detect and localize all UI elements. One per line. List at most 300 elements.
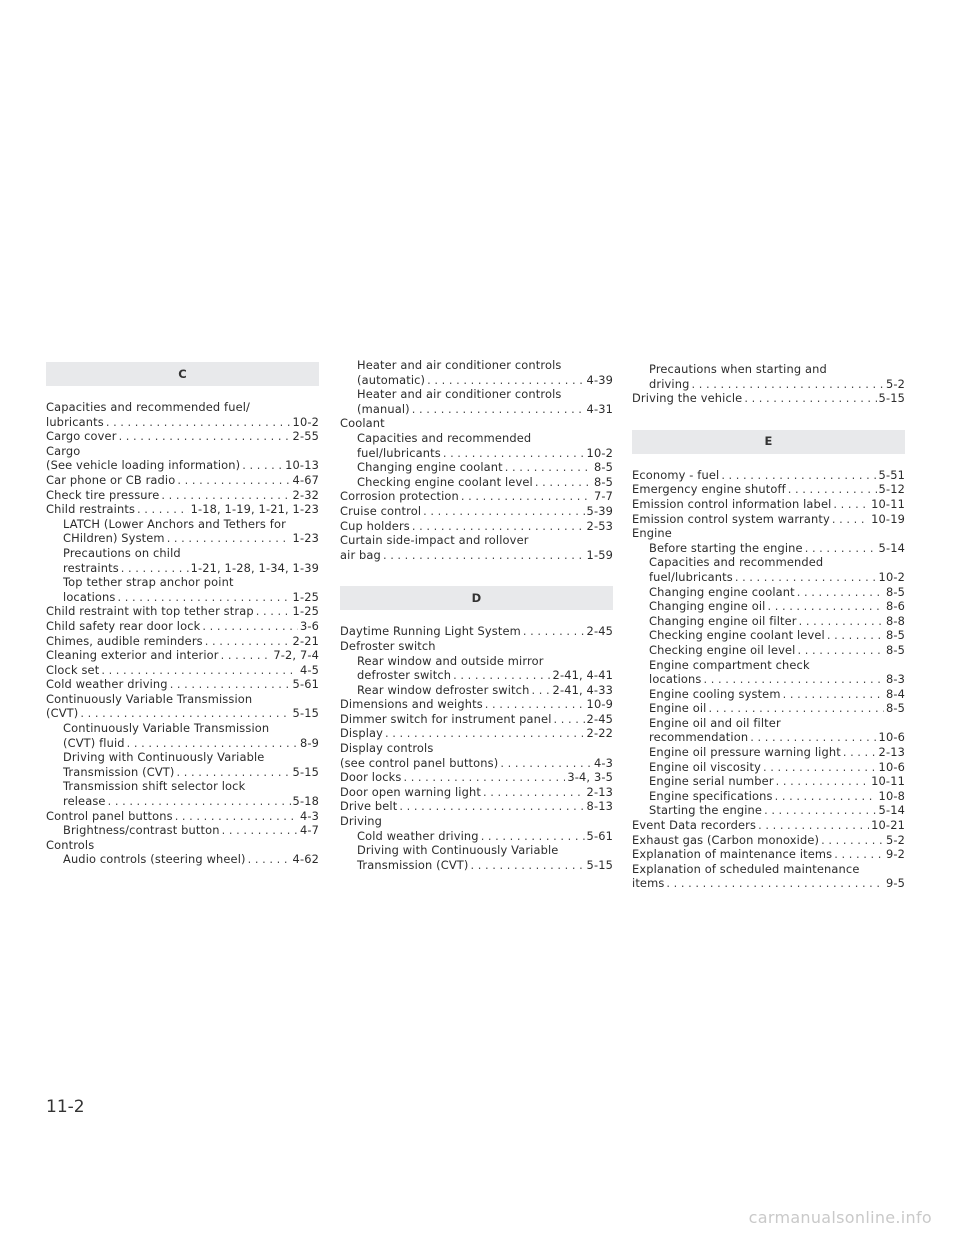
index-entry-label: Engine specifications (649, 788, 773, 803)
index-entry[interactable] (632, 628, 905, 643)
index-entry[interactable] (632, 760, 905, 775)
index-entry-label: recommendation (649, 730, 749, 745)
spacer (46, 386, 319, 400)
index-column-1 (46, 362, 319, 867)
index-entry[interactable] (46, 604, 319, 619)
dot-leader (821, 833, 884, 848)
index-entry-page: 8-5 (593, 474, 613, 489)
index-entry-page: 2-45 (586, 624, 613, 639)
index-entry-page: 9-2 (885, 847, 905, 862)
index-entry-page: 8-5 (885, 584, 905, 599)
index-entry-page: 5-61 (586, 828, 613, 843)
index-entry[interactable] (632, 643, 905, 658)
index-entry-label: (see control panel buttons) (340, 755, 499, 770)
index-entry[interactable] (46, 429, 319, 444)
dot-leader (764, 803, 876, 818)
index-subheading: Precautions on child (63, 545, 181, 560)
index-entry[interactable] (46, 706, 319, 721)
index-entry[interactable] (46, 736, 319, 751)
index-entry[interactable] (632, 745, 905, 760)
index-entry-page: 1-23 (292, 531, 319, 546)
index-entry-page: 1-25 (292, 589, 319, 604)
dot-leader (708, 701, 883, 716)
index-entry[interactable] (340, 697, 613, 712)
index-entry-page: 2-32 (292, 487, 319, 502)
index-entry-page: 10-2 (878, 569, 905, 584)
index-entry-label: Car phone or CB radio (46, 472, 176, 487)
index-entry-label: Engine cooling system (649, 686, 781, 701)
index-entry-label: Cleaning exterior and interior (46, 648, 219, 663)
index-entry-label: Transmission (CVT) (63, 764, 175, 779)
index-subheading: Coolant (340, 416, 385, 431)
index-entry-page: 10-11 (871, 496, 905, 511)
index-entry[interactable] (632, 614, 905, 629)
index-entry[interactable] (632, 672, 905, 687)
index-entry-page: 5-2 (885, 832, 905, 847)
index-entry-page: 1-25 (292, 604, 319, 619)
index-entry-page: 8-5 (593, 460, 613, 475)
index-entry-label: CHildren) System (63, 531, 165, 546)
index-entry-page: 2-22 (586, 726, 613, 741)
index-subheading: Driving with Continuously Variable (63, 750, 265, 765)
index-entry[interactable] (632, 774, 905, 789)
dot-leader (385, 726, 585, 741)
index-entry-label: air bag (340, 547, 381, 562)
dot-leader (119, 429, 291, 444)
dot-leader (783, 687, 884, 702)
dot-leader (703, 672, 883, 687)
index-entry-page: 8-5 (885, 642, 905, 657)
index-subheading: Capacities and recommended (357, 430, 532, 445)
dot-leader (832, 512, 869, 527)
index-entry-label: Changing engine coolant (357, 460, 503, 475)
index-subheading: Capacities and recommended (649, 555, 824, 570)
index-entry-page: 4-31 (586, 401, 613, 416)
index-entry[interactable] (632, 377, 905, 392)
index-entry-label: restraints (63, 560, 119, 575)
index-entry-label: driving (649, 376, 690, 391)
dot-leader (797, 585, 884, 600)
index-subheading: Precautions when starting and (649, 362, 827, 376)
index-entry[interactable] (340, 475, 613, 490)
index-subheading: Heater and air conditioner controls (357, 387, 562, 402)
index-entry[interactable] (340, 770, 613, 785)
index-entry[interactable] (632, 391, 905, 406)
index-entry-label: Cargo cover (46, 429, 117, 444)
index-subheading: Explanation of scheduled maintenance (632, 861, 860, 876)
index-entry-page: 10-21 (871, 818, 905, 833)
index-entry-label: fuel/lubricants (357, 445, 441, 460)
index-subheading: Continuously Variable Transmission (46, 691, 253, 706)
index-entry[interactable] (632, 876, 905, 891)
index-entry-label: Control panel buttons (46, 808, 173, 823)
index-entry-page: 10-6 (878, 759, 905, 774)
index-entry-page: 2-21 (292, 633, 319, 648)
dot-leader (177, 473, 290, 488)
index-entry-label: Audio controls (steering wheel) (63, 852, 246, 867)
dot-leader (805, 541, 877, 556)
index-entry-label: Child restraints (46, 502, 136, 517)
index-entry[interactable] (340, 489, 613, 504)
index-entry-label: Clock set (46, 662, 100, 677)
dot-leader (108, 794, 291, 809)
dot-leader (758, 818, 869, 833)
letter-heading: C (46, 362, 319, 386)
index-entry-page: 10-2 (586, 445, 613, 460)
index-entry-page: 5-12 (878, 482, 905, 497)
index-subheading: Display controls (340, 741, 434, 756)
dot-leader (202, 619, 298, 634)
index-entry-page: 4-3 (299, 808, 319, 823)
dot-leader (170, 677, 291, 692)
dot-leader (161, 488, 290, 503)
index-entry[interactable] (632, 833, 905, 848)
index-entry-label: Child safety rear door lock (46, 618, 201, 633)
index-entry-label: Driving the vehicle (632, 391, 743, 406)
index-entry[interactable] (46, 415, 319, 430)
index-entry-page: 5-2 (885, 376, 905, 391)
index-entry-page: 5-14 (878, 540, 905, 555)
index-entry-label: Check tire pressure (46, 487, 160, 502)
dot-leader (453, 668, 550, 683)
index-entry[interactable] (46, 531, 319, 546)
dot-leader (500, 756, 592, 771)
index-entry-label: Engine serial number (649, 774, 774, 789)
index-entry[interactable] (46, 677, 319, 692)
index-entry-label: Changing engine oil (649, 599, 766, 614)
index-entry[interactable] (46, 561, 319, 576)
index-subheading: Cargo (46, 443, 81, 458)
dot-leader (834, 847, 884, 862)
dot-leader (750, 730, 876, 745)
index-entry-label: Door open warning light (340, 784, 481, 799)
index-entry-page: 10-6 (878, 730, 905, 745)
dot-leader (535, 475, 592, 490)
dot-leader (721, 468, 876, 483)
index-entry[interactable] (46, 765, 319, 780)
index-entry[interactable] (632, 599, 905, 614)
index-entry-page: 10-8 (878, 788, 905, 803)
dot-leader (175, 809, 298, 824)
index-subheading: LATCH (Lower Anchors and Tethers for (63, 516, 286, 531)
dot-leader (833, 497, 869, 512)
dot-leader (735, 570, 877, 585)
index-entry-label: Checking engine coolant level (649, 628, 825, 643)
dot-leader (167, 531, 291, 546)
index-entry-label: Cruise control (340, 503, 422, 518)
index-entry-label: release (63, 794, 106, 809)
index-entry-page: 2-13 (586, 784, 613, 799)
index-entry-page: 5-15 (292, 764, 319, 779)
dot-leader (691, 377, 883, 392)
index-entry-page: 5-15 (586, 857, 613, 872)
index-subheading: Curtain side-impact and rollover (340, 533, 529, 548)
dot-leader (505, 460, 592, 475)
dot-leader (843, 745, 877, 760)
spacer (340, 610, 613, 624)
index-column-3 (632, 362, 905, 891)
index-entry-page: 7-2, 7-4 (273, 648, 319, 663)
index-entry[interactable] (340, 799, 613, 814)
index-entry-label: Transmission (CVT) (357, 857, 469, 872)
index-entry[interactable] (632, 468, 905, 483)
index-entry[interactable] (632, 687, 905, 702)
dot-leader (412, 519, 585, 534)
index-entry[interactable] (340, 446, 613, 461)
dot-leader (248, 852, 291, 867)
index-entry-page: 4-5 (299, 662, 319, 677)
index-entry[interactable] (632, 570, 905, 585)
dot-leader (106, 415, 291, 430)
index-entry-page: 3-6 (299, 618, 319, 633)
index-column-2 (340, 358, 613, 872)
index-entry-label: defroster switch (357, 668, 452, 683)
index-entry[interactable] (340, 829, 613, 844)
index-entry[interactable] (46, 663, 319, 678)
index-entry-label: Cold weather driving (357, 828, 479, 843)
index-entry[interactable] (632, 482, 905, 497)
index-entry-label: Exhaust gas (Carbon monoxide) (632, 832, 820, 847)
index-entry[interactable] (340, 460, 613, 475)
index-entry-page: 8-5 (885, 701, 905, 716)
index-entry[interactable] (632, 585, 905, 600)
index-entry[interactable] (632, 847, 905, 862)
dot-leader (776, 774, 869, 789)
index-entry-label: Dimensions and weights (340, 697, 483, 712)
index-entry[interactable] (46, 809, 319, 824)
index-entry[interactable] (340, 624, 613, 639)
index-subheading: Continuously Variable Transmission (63, 721, 270, 736)
index-subheading: Transmission shift selector lock (63, 779, 246, 794)
dot-leader (412, 402, 585, 417)
index-entry-page: 10-13 (285, 458, 319, 473)
index-entry-label: Economy - fuel (632, 467, 720, 482)
spacer (632, 406, 905, 430)
index-entry-page: 8-9 (299, 735, 319, 750)
dot-leader (523, 624, 585, 639)
dot-leader (775, 789, 877, 804)
index-entry[interactable] (340, 402, 613, 417)
dot-leader (443, 446, 585, 461)
index-entry-page: 2-45 (586, 711, 613, 726)
index-entry-label: Rear window defroster switch (357, 682, 530, 697)
index-entry-page: 8-6 (885, 599, 905, 614)
index-entry[interactable] (340, 683, 613, 698)
index-entry-page: 5-61 (292, 677, 319, 692)
index-subheading: Engine compartment check (649, 657, 810, 672)
index-entry-page: 1-59 (586, 547, 613, 562)
index-entry-page: 8-5 (885, 628, 905, 643)
dot-leader (788, 482, 877, 497)
index-entry-label: Child restraint with top tether strap (46, 604, 254, 619)
dot-leader (127, 736, 298, 751)
index-entry-label: (CVT) fluid (63, 735, 125, 750)
index-entry-page: 8-4 (885, 686, 905, 701)
index-entry-page: 10-19 (871, 511, 905, 526)
dot-leader (798, 643, 884, 658)
index-entry[interactable] (46, 590, 319, 605)
index-entry[interactable] (340, 785, 613, 800)
index-entry-label: Checking engine oil level (649, 642, 796, 657)
index-entry[interactable] (632, 512, 905, 527)
dot-leader (827, 628, 884, 643)
index-entry-page: 4-7 (299, 823, 319, 838)
index-entry-label: Before starting the engine (649, 540, 803, 555)
spacer (340, 562, 613, 586)
dot-leader (121, 561, 189, 576)
index-subheading: Heater and air conditioner controls (357, 358, 562, 372)
dot-leader (256, 604, 291, 619)
index-entry[interactable] (340, 858, 613, 873)
index-entry-page: 3-4, 3-5 (567, 770, 613, 785)
index-entry[interactable] (632, 701, 905, 716)
index-entry-page: 10-9 (586, 697, 613, 712)
dot-leader (242, 458, 283, 473)
index-entry-label: Brightness/contrast button (63, 823, 220, 838)
index-entry-label: fuel/lubricants (649, 569, 733, 584)
dot-leader (80, 706, 290, 721)
index-entry-label: locations (63, 589, 116, 604)
index-entry-label: (See vehicle loading information) (46, 458, 241, 473)
index-entry-label: Engine oil pressure warning light (649, 745, 841, 760)
index-entry[interactable] (46, 619, 319, 634)
index-entry-label: Daytime Running Light System (340, 624, 521, 639)
index-entry[interactable] (46, 852, 319, 867)
dot-leader (763, 760, 877, 775)
index-entry-page: 10-11 (871, 774, 905, 789)
dot-leader (177, 765, 291, 780)
index-entry-page: 2-55 (292, 429, 319, 444)
index-entry-page: 5-15 (878, 391, 905, 406)
index-entry-page: 5-18 (292, 794, 319, 809)
index-entry-page: 10-2 (292, 414, 319, 429)
index-entry-label: Emergency engine shutoff (632, 482, 786, 497)
index-entry-page: 2-53 (586, 518, 613, 533)
index-entry-page: 4-39 (586, 372, 613, 387)
index-entry[interactable] (340, 712, 613, 727)
index-entry-page: 2-13 (878, 745, 905, 760)
dot-leader (101, 663, 298, 678)
dot-leader (221, 648, 272, 663)
dot-leader (554, 712, 585, 727)
index-subheading: Driving (340, 814, 383, 829)
index-entry-label: locations (649, 672, 702, 687)
index-entry[interactable] (632, 730, 905, 745)
index-entry-label: (automatic) (357, 372, 426, 387)
index-entry[interactable] (632, 497, 905, 512)
index-entry[interactable] (340, 504, 613, 519)
index-entry-label: lubricants (46, 414, 104, 429)
index-entry[interactable] (46, 458, 319, 473)
index-entry-label: Door locks (340, 770, 402, 785)
index-entry[interactable] (632, 803, 905, 818)
index-entry[interactable] (46, 648, 319, 663)
dot-leader (222, 823, 298, 838)
index-entry-page: 4-3 (593, 755, 613, 770)
letter-heading: E (632, 430, 905, 454)
dot-leader (666, 876, 884, 891)
index-entry-page: 8-3 (885, 672, 905, 687)
index-entry-label: items (632, 876, 665, 891)
dot-leader (767, 599, 883, 614)
index-entry[interactable] (46, 502, 319, 517)
index-entry[interactable] (46, 794, 319, 809)
index-entry-page: 1-18, 1-19, 1-21, 1-23 (190, 502, 319, 517)
index-entry-page: 8-13 (586, 799, 613, 814)
index-entry-label: Dimmer switch for instrument panel (340, 711, 552, 726)
dot-leader (403, 770, 565, 785)
index-entry-label: Display (340, 726, 384, 741)
spacer (632, 454, 905, 468)
dot-leader (461, 489, 592, 504)
index-entry-label: Event Data recorders (632, 818, 757, 833)
index-subheading: Driving with Continuously Variable (357, 843, 559, 858)
dot-leader (471, 858, 585, 873)
dot-leader (485, 697, 585, 712)
index-entry-label: Corrosion protection (340, 489, 459, 504)
index-entry-label: Chimes, audible reminders (46, 633, 203, 648)
index-subheading: Controls (46, 837, 95, 852)
index-entry[interactable] (46, 473, 319, 488)
index-entry-page: 7-7 (593, 489, 613, 504)
index-entry-label: Cold weather driving (46, 677, 168, 692)
index-entry[interactable] (340, 726, 613, 741)
dot-leader (423, 504, 584, 519)
index-entry[interactable] (340, 756, 613, 771)
index-entry[interactable] (46, 634, 319, 649)
dot-leader (117, 590, 290, 605)
index-entry-label: Emission control information label (632, 496, 832, 511)
index-subheading: Defroster switch (340, 638, 436, 653)
letter-heading: D (340, 586, 613, 610)
index-entry-page: 5-51 (878, 467, 905, 482)
index-entry-label: Drive belt (340, 799, 398, 814)
dot-leader (383, 548, 585, 563)
index-subheading: Capacities and recommended fuel/ (46, 400, 251, 414)
index-entry[interactable] (632, 818, 905, 833)
index-entry-page: 1-21, 1-28, 1-34, 1-39 (190, 560, 319, 575)
index-entry[interactable] (340, 373, 613, 388)
index-entry-page: 5-15 (292, 706, 319, 721)
index-subheading: Engine (632, 526, 672, 541)
index-entry[interactable] (46, 488, 319, 503)
dot-leader (427, 373, 584, 388)
index-entry[interactable] (632, 789, 905, 804)
index-entry-label: Cup holders (340, 518, 410, 533)
index-entry[interactable] (340, 519, 613, 534)
index-entry[interactable] (46, 823, 319, 838)
index-entry[interactable] (632, 541, 905, 556)
dot-leader (799, 614, 884, 629)
index-entry-label: (manual) (357, 401, 410, 416)
index-entry-page: 5-14 (878, 803, 905, 818)
index-entry-label: Engine oil viscosity (649, 759, 761, 774)
index-entry-page: 2-41, 4-33 (552, 682, 613, 697)
index-entry[interactable] (340, 548, 613, 563)
index-entry-label: Starting the engine (649, 803, 763, 818)
dot-leader (744, 391, 876, 406)
index-entry-page: 5-39 (586, 503, 613, 518)
dot-leader (205, 634, 291, 649)
index-subheading: Rear window and outside mirror (357, 653, 544, 668)
index-entry-label: Emission control system warranty (632, 511, 830, 526)
index-entry-page: 9-5 (885, 876, 905, 891)
index-entry[interactable] (340, 668, 613, 683)
page-number: 11-2 (46, 1097, 85, 1117)
dot-leader (531, 683, 550, 698)
index-subheading: Engine oil and oil filter (649, 715, 781, 730)
index-entry-label: Checking engine coolant level (357, 474, 533, 489)
